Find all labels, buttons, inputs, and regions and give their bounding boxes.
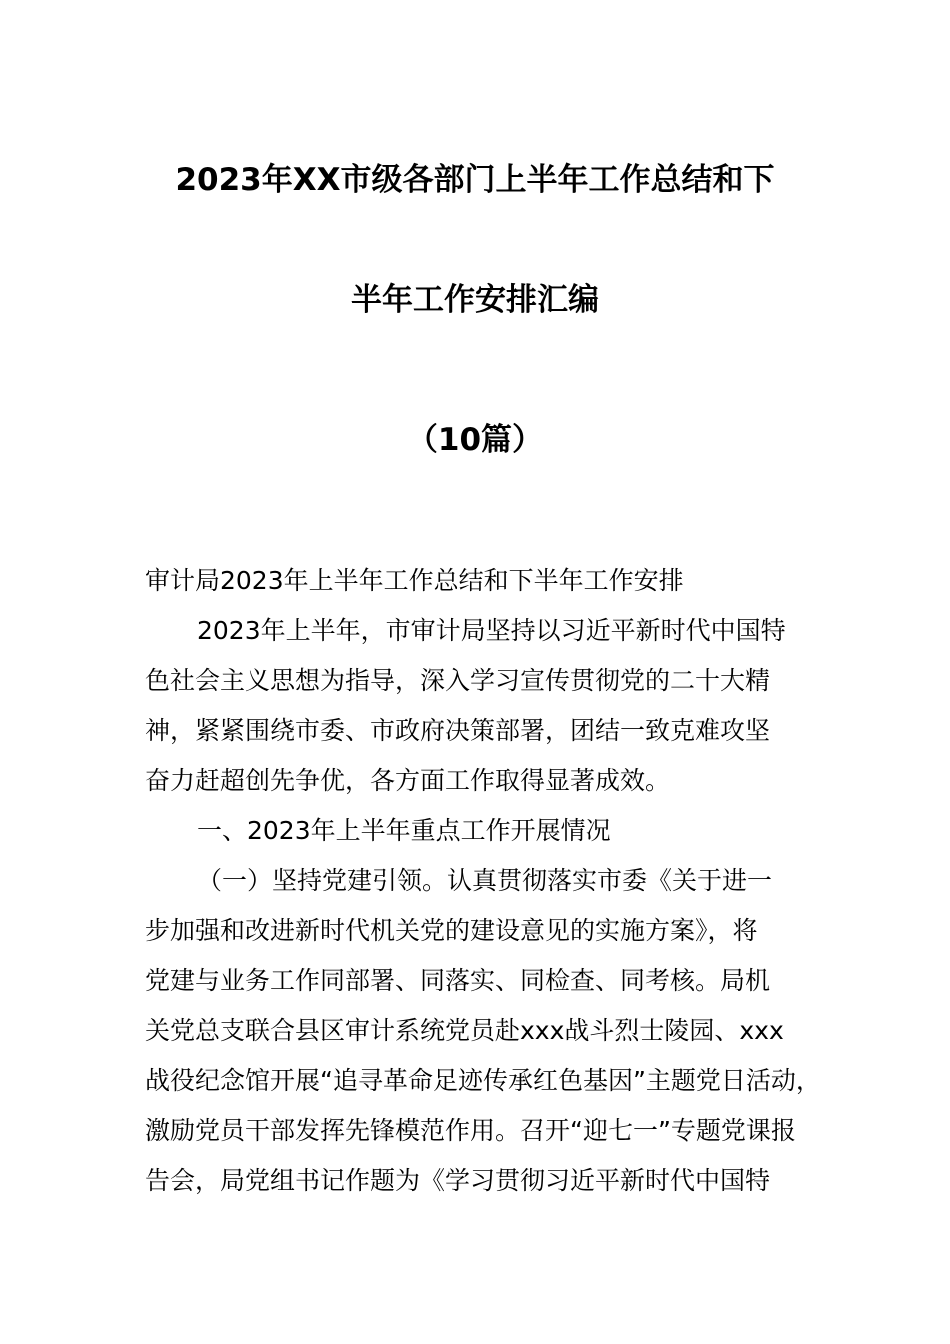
- section-heading: 审计局2023年上半年工作总结和下半年工作安排: [145, 566, 684, 595]
- paragraph-line: 2023年上半年，市审计局坚持以习近平新时代中国特: [197, 616, 786, 645]
- document-body: [145, 556, 825, 1206]
- document-title-line-1: 2023年XX市级各部门上半年工作总结和下: [175, 162, 775, 198]
- paragraph-line: 战役纪念馆开展“追寻革命足迹传承红色基因”主题党日活动，: [145, 1066, 821, 1095]
- paragraph-line: 神，紧紧围绕市委、市政府决策部署，团结一致克难攻坚: [145, 716, 771, 745]
- paragraph-line: 告会，局党组书记作题为《学习贯彻习近平新时代中国特: [145, 1166, 771, 1195]
- paragraph-line: 色社会主义思想为指导，深入学习宣传贯彻党的二十大精: [145, 666, 771, 695]
- document-title-line-2: 半年工作安排汇编: [351, 282, 599, 318]
- paragraph-line: 激励党员干部发挥先锋模范作用。召开“迎七一”专题党课报: [145, 1116, 796, 1145]
- paragraph-line: 关党总支联合县区审计系统党员赴xxx战斗烈士陵园、xxx: [145, 1016, 784, 1045]
- paragraph-line: 步加强和改进新时代机关党的建设意见的实施方案》，将: [145, 916, 758, 945]
- paragraph-line: 党建与业务工作同部署、同落实、同检查、同考核。局机: [145, 966, 771, 995]
- document-title-count: （10篇）: [406, 422, 544, 458]
- subheading-line: 一、2023年上半年重点工作开展情况: [197, 816, 611, 845]
- paragraph-line: （一）坚持党建引领。认真贯彻落实市委《关于进一: [197, 866, 773, 895]
- paragraph-line: 奋力赶超创先争优，各方面工作取得显著成效。: [145, 766, 671, 795]
